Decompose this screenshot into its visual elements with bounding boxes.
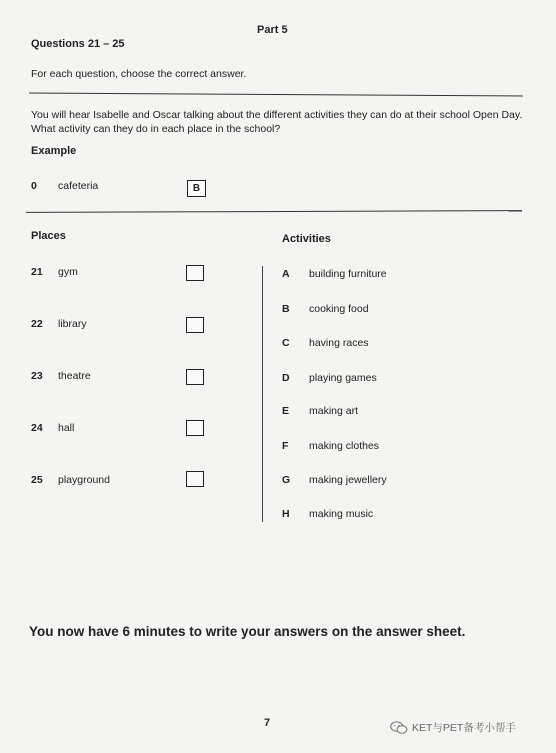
example-place: cafeteria: [58, 180, 99, 192]
divider-top: [29, 92, 523, 96]
places-heading: Places: [31, 230, 66, 242]
activity-letter-h: H: [282, 508, 290, 520]
activity-a: building furniture: [309, 268, 387, 280]
context-text: You will hear Isabelle and Oscar talking about the different activities they can do at their school Open Day. What activity can they do in each place in the school?: [31, 109, 523, 135]
activity-d: playing games: [309, 372, 377, 384]
activity-letter-d: D: [282, 372, 290, 384]
place-gym: gym: [58, 266, 78, 278]
divider-middle: [26, 210, 522, 213]
watermark-text: KET与PET备考小帮手: [412, 722, 516, 734]
place-theatre: theatre: [58, 370, 91, 382]
answer-box-23[interactable]: [186, 369, 204, 385]
column-divider: [262, 266, 263, 522]
answer-box-21[interactable]: [186, 265, 204, 281]
place-playground: playground: [58, 474, 110, 486]
wechat-icon: [390, 721, 408, 735]
activity-b: cooking food: [309, 303, 369, 315]
question-number-25: 25: [31, 474, 43, 486]
activity-letter-c: C: [282, 337, 290, 349]
answer-box-25[interactable]: [186, 471, 204, 487]
question-number-24: 24: [31, 422, 43, 434]
place-hall: hall: [58, 422, 75, 434]
example-label: Example: [31, 145, 77, 157]
page-number: 7: [264, 717, 271, 729]
answer-box-22[interactable]: [186, 317, 204, 333]
activity-letter-b: B: [282, 303, 290, 315]
activity-letter-a: A: [282, 268, 290, 280]
activity-letter-f: F: [282, 440, 289, 452]
question-number-22: 22: [31, 318, 43, 330]
place-library: library: [58, 318, 87, 330]
activity-letter-g: G: [282, 474, 291, 486]
activity-e: making art: [309, 405, 359, 417]
question-number-23: 23: [31, 370, 43, 382]
question-number-21: 21: [31, 266, 43, 278]
watermark: [390, 720, 516, 735]
activity-g: making jewellery: [309, 474, 387, 486]
activity-c: having races: [309, 337, 369, 349]
time-instruction: You now have 6 minutes to write your answers on the answer sheet.: [29, 624, 466, 639]
example-answer-box: B: [187, 180, 206, 197]
question-range: Questions 21 – 25: [31, 38, 125, 50]
activity-letter-e: E: [282, 405, 290, 417]
activity-f: making clothes: [309, 440, 380, 452]
example-number: 0: [31, 180, 37, 192]
part-title: Part 5: [257, 24, 288, 36]
activities-heading: Activities: [282, 233, 331, 245]
activity-h: making music: [309, 508, 374, 520]
instruction-text: For each question, choose the correct answer.: [31, 68, 247, 80]
answer-box-24[interactable]: [186, 420, 204, 436]
